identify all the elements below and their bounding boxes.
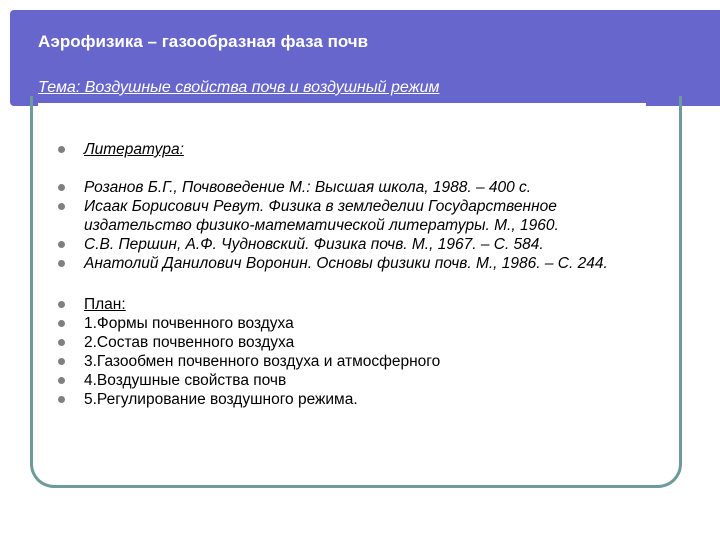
plan-item xyxy=(56,352,666,371)
literature-text: Исаак Борисович Ревут. Физика в земледелии Государственное издательство физико-математической литературы. М., 1960. xyxy=(84,198,559,234)
plan-item xyxy=(56,333,666,352)
plan-text: 2.Состав почвенного воздуха xyxy=(84,334,295,351)
literature-heading-item xyxy=(56,140,666,159)
header-band xyxy=(10,10,720,106)
plan-text: 3.Газообмен почвенного воздуха и атмосферного xyxy=(84,353,441,370)
bullet-icon xyxy=(58,241,65,248)
slide-subtitle: Тема: Воздушные свойства почв и воздушный режим xyxy=(38,79,440,96)
plan-heading-item xyxy=(56,295,666,314)
bullet-icon xyxy=(58,260,65,267)
plan-item xyxy=(56,314,666,333)
bullet-icon xyxy=(58,146,65,153)
literature-item xyxy=(56,254,666,273)
literature-item xyxy=(56,197,666,235)
bullet-icon xyxy=(58,301,65,308)
bullet-icon xyxy=(58,358,65,365)
literature-text: Розанов Б.Г., Почвоведение М.: Высшая школа, 1988. – 400 с. xyxy=(84,179,532,196)
bullet-icon xyxy=(58,203,65,210)
bullet-icon xyxy=(58,339,65,346)
plan-item xyxy=(56,371,666,390)
plan-text: 4.Воздушные свойства почв xyxy=(84,372,287,389)
plan-item xyxy=(56,390,666,409)
plan-heading: План: xyxy=(84,296,126,313)
bullet-list xyxy=(56,140,666,409)
literature-text: Анатолий Данилович Воронин. Основы физики почв. М., 1986. – С. 244. xyxy=(84,255,608,272)
slide-title: Аэрофизика – газообразная фаза почв xyxy=(38,32,369,51)
bullet-icon xyxy=(58,396,65,403)
bullet-icon xyxy=(58,377,65,384)
literature-heading: Литература: xyxy=(84,141,184,158)
plan-text: 1.Формы почвенного воздуха xyxy=(84,315,294,332)
bullet-icon xyxy=(58,320,65,327)
plan-text: 5.Регулирование воздушного режима. xyxy=(84,391,358,408)
literature-text: С.В. Першин, А.Ф. Чудновский. Физика почв. М., 1967. – С. 584. xyxy=(84,236,544,253)
bullet-icon xyxy=(58,184,65,191)
literature-item xyxy=(56,235,666,254)
literature-item xyxy=(56,178,666,197)
